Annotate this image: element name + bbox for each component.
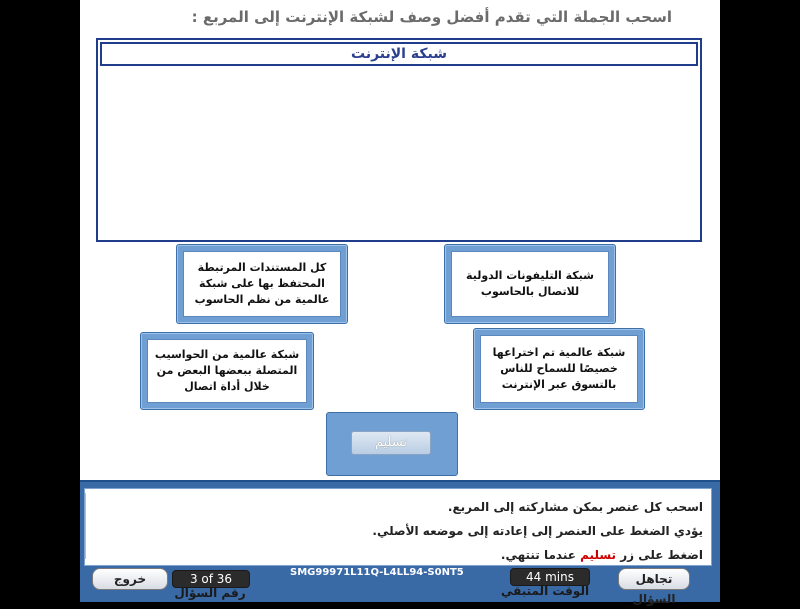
answer-card-text: شبكة عالمية تم اختراعها خصيصًا للسماح للناس بالتسوق عبر الإنترنت (480, 335, 638, 403)
instruction-line-2: يؤدي الضغط على العنصر إلى إعادته إلى موضعه الأصلي. (372, 524, 703, 538)
answer-card-1[interactable] (176, 244, 348, 324)
instructions-scrollbar[interactable] (85, 493, 92, 559)
exit-button[interactable]: خروج (92, 568, 168, 590)
answer-card-2[interactable] (444, 244, 616, 324)
question-number-caption: رقم السؤال (174, 586, 246, 600)
submit-panel (326, 412, 458, 476)
instructions-box (84, 488, 712, 566)
question-counter: 3 of 36 (172, 570, 250, 588)
drop-target-title: شبكة الإنترنت (100, 42, 698, 66)
instruction-submit-word: تسليم (580, 548, 617, 562)
skip-question-button[interactable]: تجاهل السؤال (618, 568, 690, 590)
answer-card-3[interactable] (140, 332, 314, 410)
time-remaining-caption: الوقت المتبقي (500, 584, 590, 598)
drop-target-box[interactable] (96, 38, 702, 242)
answer-card-4[interactable] (473, 328, 645, 410)
submit-button[interactable]: تسليم (351, 431, 431, 455)
instruction-line-3 (93, 543, 703, 567)
footer-bar (80, 480, 720, 606)
session-code: SMG99971L11Q-L4LL94-S0NT5 (290, 567, 464, 578)
instruction-line-3-prefix: اضغط على زر (616, 548, 703, 562)
instruction-line-1: اسحب كل عنصر بمكن مشاركته إلى المربع. (447, 500, 703, 514)
question-text: اسحب الجملة التي تقدم أفضل وصف لشبكة الإنترنت إلى المربع : (191, 8, 672, 26)
answer-card-text: كل المستندات المرتبطة المحتفظ بها على شبكة عالمية من نظم الحاسوب (183, 251, 341, 317)
answer-card-text: شبكة التليفونات الدولية للاتصال بالحاسوب (451, 251, 609, 317)
question-stage (80, 0, 720, 606)
time-remaining: 44 mins (510, 568, 590, 586)
instruction-line-3-suffix: عندما تنتهي. (500, 548, 581, 562)
answer-card-text: شبكة عالمية من الحواسيب المتصلة ببعضها البعض من خلال أداة اتصال (147, 339, 307, 403)
